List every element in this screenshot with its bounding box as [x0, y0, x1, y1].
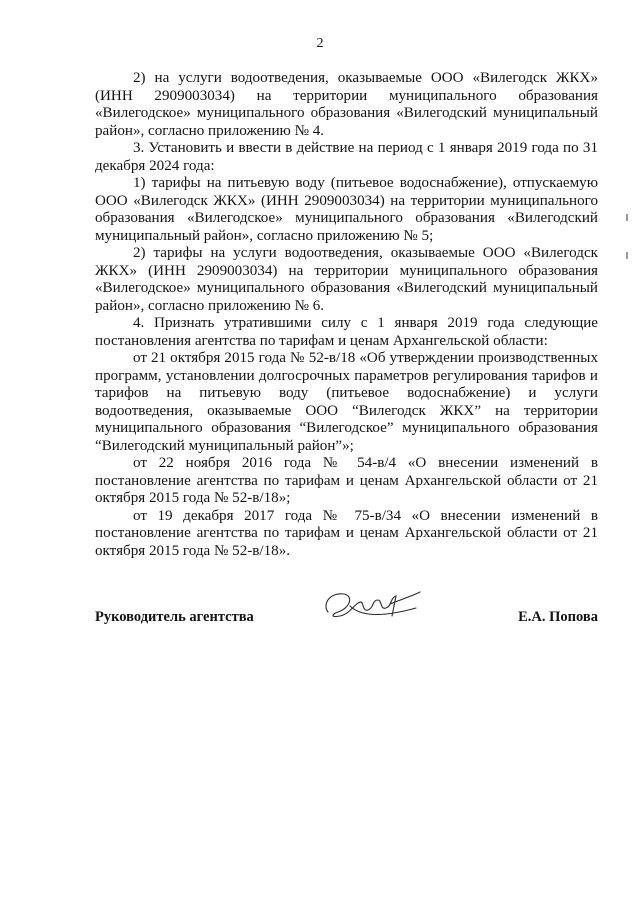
signature-block — [95, 586, 598, 634]
handwritten-signature — [320, 586, 425, 626]
paragraph-point-3: 3. Установить и ввести в действие на период с 1 января 2019 года по 31 декабря 2024 года: — [95, 140, 598, 174]
paragraph-resolution-2017: от 19 декабря 2017 года № 75-в/34 «О внесении изменений в постановление агентства по тарифам и ценам Архангельской области от 21 октября 2015 года № 52-в/18». — [95, 507, 598, 559]
signer-name: Е.А. Попова — [518, 609, 598, 625]
paragraph-item-1-water-tariffs: 1) тарифы на питьевую воду (питьевое водоснабжение), отпускаемую ООО «Вилегодск ЖКХ» (ИНН 2909003034) на территории муниципального образования «Вилегодское» муниципального образования «Вилегодский муниципальный район», согласно приложению № 5; — [95, 175, 598, 244]
paragraph-item-2-sewerage: 2) на услуги водоотведения, оказываемые ООО «Вилегодск ЖКХ» (ИНН 2909003034) на территории муниципального образования «Вилегодское» муниципального образования «Вилегодский муниципальный район», согласно приложению № 4. — [95, 70, 598, 139]
page-number: 2 — [316, 36, 324, 51]
document-body — [95, 70, 598, 560]
paragraph-item-2-sewerage-tariffs: 2) тарифы на услуги водоотведения, оказываемые ООО «Вилегодск ЖКХ» (ИНН 2909003034) на территории муниципального образования «Вилегодское» муниципального образования «Вилегодский муниципальный район», согласно приложению № 6. — [95, 245, 598, 314]
paragraph-point-4: 4. Признать утратившими силу с 1 января 2019 года следующие постановления агентства по тарифам и ценам Архангельской области: — [95, 315, 598, 349]
margin-mark — [626, 252, 628, 259]
margin-mark — [626, 214, 628, 221]
paragraph-resolution-2015: от 21 октября 2015 года № 52-в/18 «Об утверждении производственных программ, установлении долгосрочных параметров регулирования тарифов и тарифов на питьевую воду (питьевое водоснабжение) и услуги водоотведения, оказываемые ООО “Вилегодск ЖКХ” на территории муниципального образования “Вилегодское” муниципального образования “Вилегодский муниципальный район”»; — [95, 350, 598, 454]
paragraph-resolution-2016: от 22 ноября 2016 года № 54-в/4 «О внесении изменений в постановление агентства по тарифам и ценам Архангельской области от 21 октября 2015 года № 52-в/18»; — [95, 455, 598, 506]
signer-title: Руководитель агентства — [95, 609, 254, 625]
